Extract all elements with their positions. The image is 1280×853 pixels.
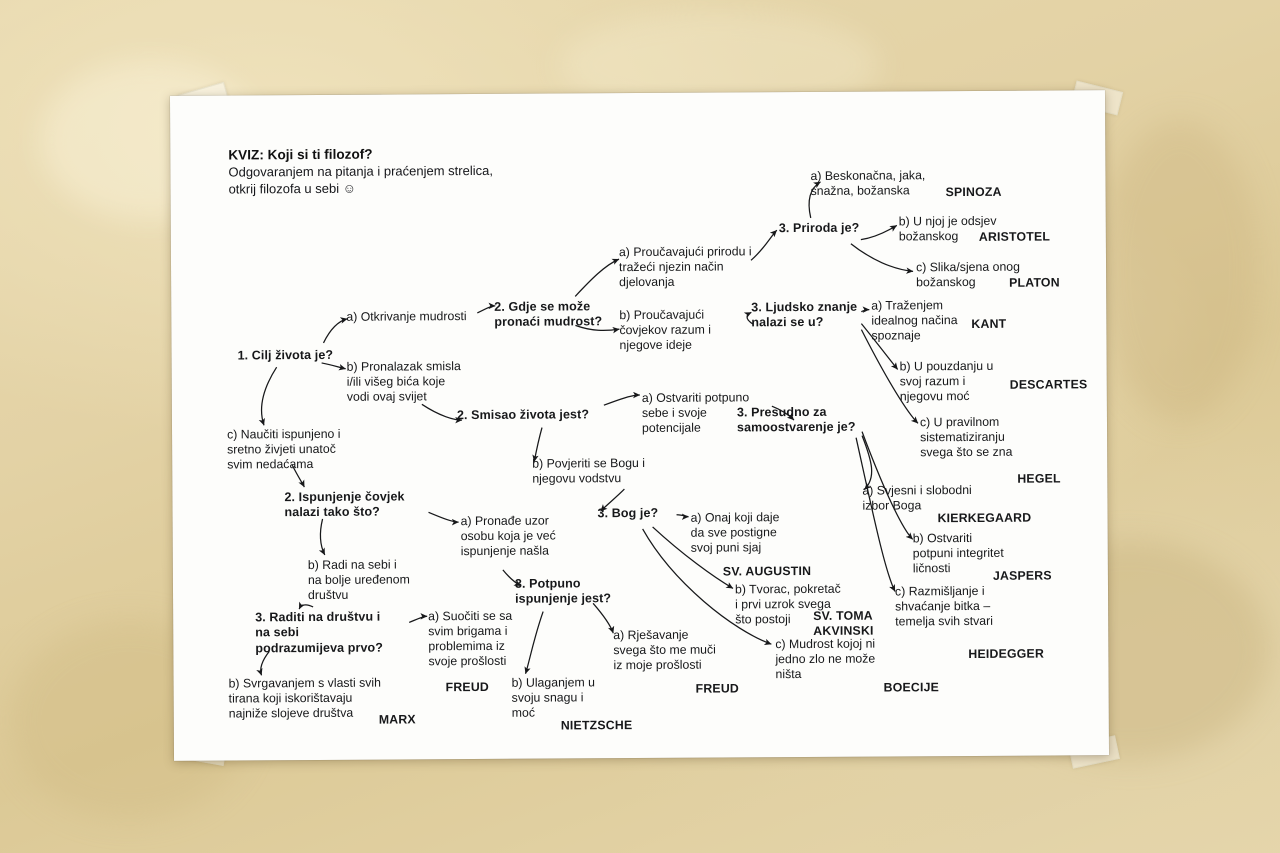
q-presudno-samoostvarenje: 3. Presudno za samoostvarenje je?	[736, 404, 856, 435]
arrow-smisao-to-a	[604, 395, 640, 405]
arrow-priroda-to-c	[851, 243, 913, 271]
page-subtitle: Odgovaranjem na pitanja i praćenjem strelica, otkrij filozofa u sebi ☺	[228, 162, 493, 197]
a-svrgavanjem: b) Svrgavanjem s vlasti svih tirana koji iskorištavaju najniže slojeve društva	[228, 675, 382, 721]
a-mudrost-kojoj: c) Mudrost kojoj ni jedno zlo ne može ništa	[775, 636, 876, 682]
a-nauciti-ispunjeno: c) Naučiti ispunjeno i sretno živjeti unatoč svim nedaćama	[227, 426, 341, 472]
arrow-isp-to-b	[320, 519, 324, 555]
p-spinoza: SPINOZA	[945, 184, 1002, 200]
a-otkrivanje-mudrosti: a) Otkrivanje mudrosti	[346, 309, 467, 324]
a-radi-na-sebi: b) Radi na sebi i na bolje uređenom društvu	[307, 557, 410, 603]
p-kant: KANT	[971, 316, 1007, 331]
p-marx: MARX	[378, 712, 416, 727]
a-povjeriti-bogu: b) Povjeriti se Bogu i njegovu vodstvu	[532, 455, 646, 486]
a-u-njoj-odsjev: b) U njoj je odsjev božanskog	[898, 213, 997, 244]
arrow-cilj-to-c	[261, 367, 277, 425]
a-beskonacna: a) Beskonačna, jaka, snažna, božanska	[810, 168, 926, 198]
q-gdje-se-moze: 2. Gdje se može pronaći mudrost?	[494, 299, 603, 330]
poster-content	[170, 90, 1109, 761]
a-u-pravilnom: c) U pravilnom sistematiziranju svega što se zna	[919, 414, 1013, 460]
arrow-cilj-to-b	[322, 363, 346, 369]
quiz-poster	[170, 90, 1109, 761]
p-hegel: HEGEL	[1017, 471, 1061, 486]
a-tvorac-pokretac: b) Tvorac, pokretač i prvi uzrok svega što postoji	[734, 581, 841, 627]
p-descartes: DESCARTES	[1009, 377, 1088, 392]
a-slika-sjena: c) Slika/sjena onog božanskog	[915, 259, 1020, 290]
q-potpuno-ispunjenje: 3. Potpuno ispunjenje jest?	[514, 576, 612, 607]
a-ostvariti-potpuno: a) Ostvariti potpuno sebe i svoje potencijale	[641, 390, 750, 435]
a-suociti-se: a) Suočiti se sa svim brigama i problemima iz svoje prošlosti	[428, 608, 513, 669]
p-aristotel: ARISTOTEL	[978, 229, 1051, 244]
q-priroda-je: 3. Priroda je?	[778, 220, 860, 236]
p-sv-augustin: SV. AUGUSTIN	[722, 563, 812, 579]
p-heidegger: HEIDEGGER	[968, 646, 1045, 661]
p-boecije: BOECIJE	[883, 680, 940, 695]
p-platon: PLATON	[1009, 275, 1060, 290]
a-ulaganjem: b) Ulaganjem u svoju snagu i moć	[511, 675, 596, 720]
arrow-potpuno-to-a	[593, 603, 613, 633]
arrow-pres-to-c	[856, 437, 895, 591]
a-u-pouzdanju: b) U pouzdanju u svoj razum i njegovu moć	[899, 358, 994, 404]
a-pronade-uzor: a) Pronađe uzor osobu koja je već ispunjenje našla	[460, 513, 556, 559]
a-proucavajuci-razum: b) Proučavajući čovjekov razum i njegove ideje	[619, 307, 712, 353]
p-freud-1: FREUD	[445, 679, 489, 695]
q-ljudsko-znanje: 3. Ljudsko znanje nalazi se u?	[751, 299, 858, 330]
p-kierkegaard: KIERKEGAARD	[937, 510, 1032, 526]
wall-blotch	[1100, 120, 1260, 420]
q-raditi-na-drustvu: 3. Raditi na društvu i na sebi podrazumijeva prvo?	[255, 609, 384, 655]
p-nietzsche: NIETZSCHE	[560, 718, 633, 733]
arrow-gdje-to-aa	[575, 259, 619, 296]
page-title: KVIZ: Koji si ti filozof?	[228, 146, 373, 163]
a-proucavajuci-prirodu: a) Proučavajući prirodu i tražeći njezin način djelovanja	[618, 244, 752, 290]
p-sv-toma: SV. TOMA AKVINSKI	[813, 608, 874, 638]
a-razmisljanje-bitka: c) Razmišljanje i shvaćanje bitka – temelja svih stvari	[894, 583, 993, 629]
a-onaj-koji-daje: a) Onaj koji daje da sve postigne svoj puni sjaj	[690, 510, 780, 555]
p-freud-2: FREUD	[695, 681, 740, 696]
a-trazenjem-idealnog: a) Traženjem idealnog načina spoznaje	[871, 298, 958, 343]
a-ostvariti-integritet: b) Ostvariti potpuni integritet ličnosti	[912, 530, 1004, 576]
a-pronalazak-smisla: b) Pronalazak smisla i/ili višeg bića koje vodi ovaj svijet	[346, 359, 461, 404]
p-jaspers: JASPERS	[992, 568, 1052, 583]
q-ispunjenje-covjek: 2. Ispunjenje čovjek nalazi tako što?	[284, 489, 405, 520]
q-smisao-zivota: 2. Smisao života jest?	[456, 407, 590, 423]
a-svjesni-slobodni: a) Svjesni i slobodni izbor Boga	[862, 482, 972, 513]
q-bog-je: 3. Bog je?	[597, 505, 659, 521]
arrow-b-to-raditi	[299, 605, 313, 609]
arrow-cilj-to-a	[323, 319, 347, 343]
a-rjesavanje-svega: a) Rješavanje svega što me muči iz moje prošlosti	[613, 627, 716, 673]
q-cilj-zivota: 1. Cilj života je?	[237, 347, 334, 363]
